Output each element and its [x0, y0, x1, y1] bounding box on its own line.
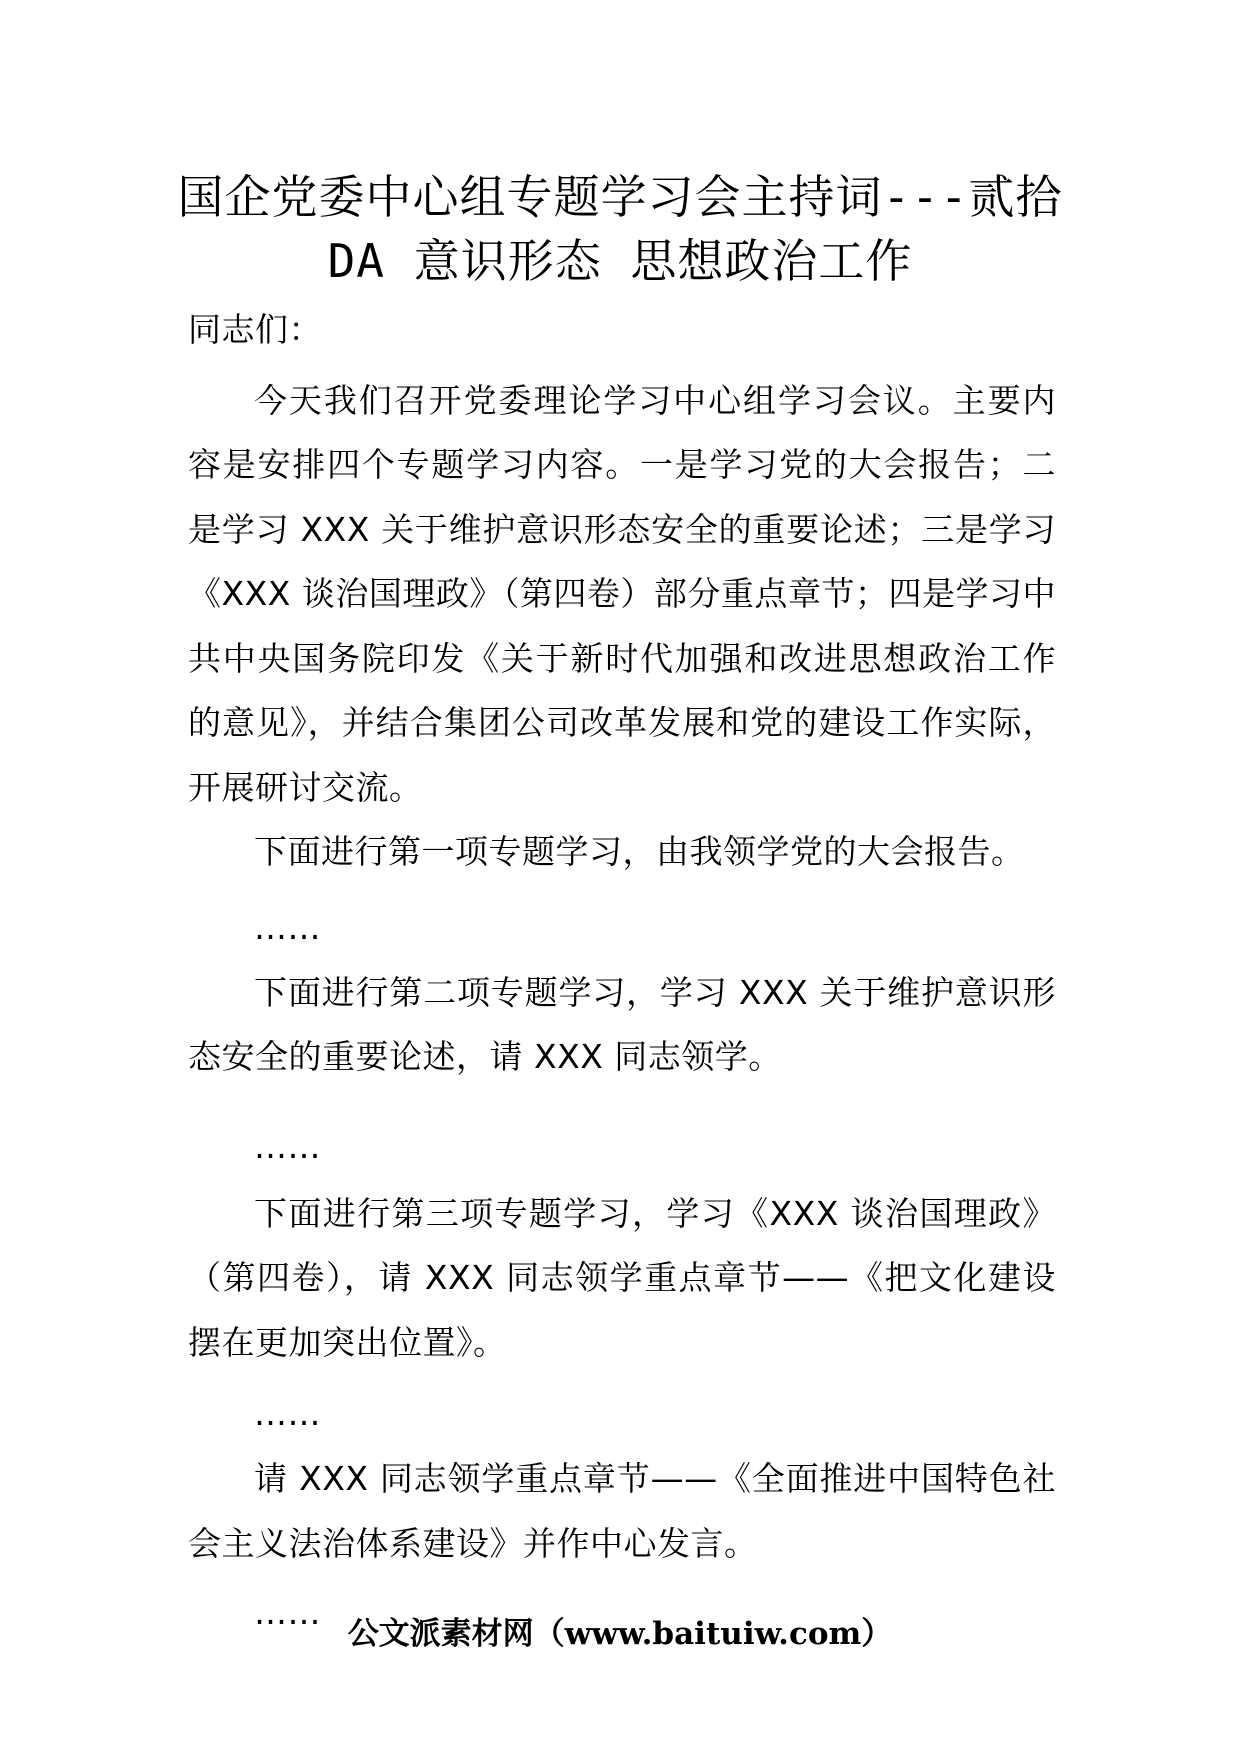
document-title [150, 165, 1090, 293]
ellipsis-3: …… [254, 1394, 321, 1433]
salutation: 同志们： [188, 310, 322, 349]
ellipsis-4: …… [254, 1593, 321, 1632]
title-line-2: DA 意识形态 思想政治工作 [327, 234, 913, 288]
paragraph-intro: 今天我们召开党委理论学习中心组学习会议。主要内容是安排四个专题学习内容。一是学习党的大会报告；二是学习 XXX 关于维护意识形态安全的重要论述；三是学习《XXX 谈治国理政》（第四卷）部分重点章节；四是学习中共中央国务院印发《关于新时代加强和改进思想政治工作的意见》，并结合集团公司改革发展和党的建设工作实际，开展研讨交流。 [188, 380, 1056, 807]
ellipsis-2: …… [254, 1126, 321, 1166]
paragraph-item-3: 下面进行第三项专题学习，学习《XXX 谈治国理政》（第四卷），请 XXX 同志领学重点章节——《把文化建设摆在更加突出位置》。 [188, 1193, 1056, 1362]
ellipsis-1: …… [254, 907, 321, 947]
title-line-1: 国企党委中心组专题学习会主持词---贰拾 [177, 170, 1063, 224]
paragraph-item-1: 下面进行第一项专题学习，由我领学党的大会报告。 [254, 832, 1025, 871]
paragraph-item-2: 下面进行第二项专题学习，学习 XXX 关于维护意识形态安全的重要论述，请 XXX 同志领学。 [188, 972, 1056, 1076]
document-body [188, 298, 1056, 1646]
paragraph-item-4: 请 XXX 同志领学重点章节——《全面推进中国特色社会主义法治体系建设》并作中心发言。 [188, 1459, 1056, 1563]
source-footer: 公文派素材网（www.baituiw.com） [347, 1616, 893, 1652]
